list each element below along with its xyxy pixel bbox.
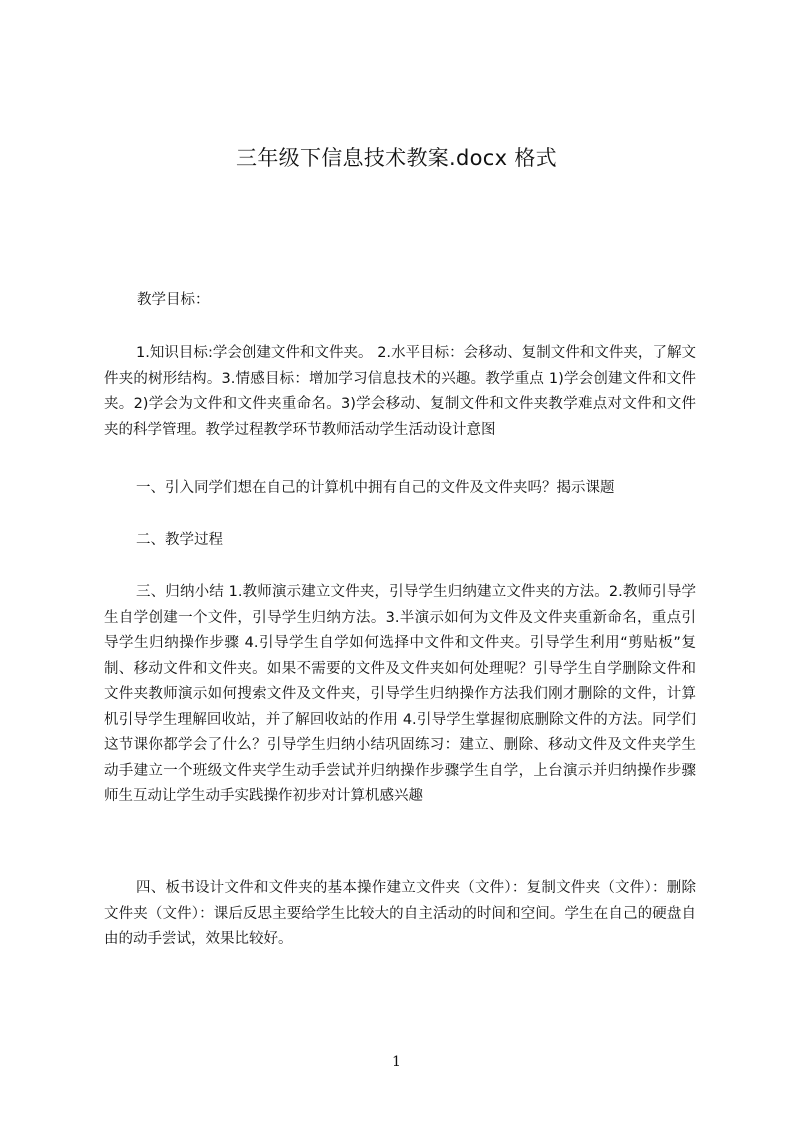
teaching-process-paragraph: 二、教学过程 (136, 532, 223, 548)
summary-paragraph: 三、归纳小结 1.教师演示建立文件夹，引导学生归纳建立文件夹的方法。2.教师引导学生自学创建一个文件，引导学生归纳方法。3.半演示如何为文件及文件夹重新命名，重点引导学生归纳操作步骤 4.引导学生自学如何选择中文件和文件夹。引导学生利用“剪贴板”复制、移动文件和文件夹。如果不需要的文件及文件夹如何处理呢？引导学生自学删除文件和文件夹教师演示如何搜索文件及文件夹，引导学生归纳操作方法我们刚才删除的文件，计算机引导学生理解回收站，并了解回收站的作用 4.引导学生掌握彻底删除文件的方法。同学们这节课你都学会了什么？引导学生归纳小结巩固练习：建立、删除、移动文件及文件夹学生动手建立一个班级文件夹学生动手尝试并归纳操作步骤学生自学，上台演示并归纳操作步骤师生互动让学生动手实践操作初步对计算机感兴趣 (104, 584, 696, 804)
teaching-goals-heading: 教学目标： (137, 292, 210, 308)
goals-paragraph: 1.知识目标:学会创建文件和文件夹。 2.水平目标：会移动、复制文件和文件夹，了解文件夹的树形结构。3.情感目标：增加学习信息技术的兴趣。教学重点 1)学会创建文件和文件夹。2)学会为文件和文件夹重命名。3)学会移动、复制文件和文件夹教学难点对文件和文件夹的科学管理。教学过程教学环节教师活动学生活动设计意图 (104, 345, 696, 438)
introduction-paragraph: 一、引入同学们想在自己的计算机中拥有自己的文件及文件夹吗？揭示课题 (136, 480, 615, 496)
page-number: 1 (392, 1054, 401, 1070)
document-title: 三年级下信息技术教案.docx 格式 (236, 146, 557, 170)
board-design-paragraph: 四、板书设计文件和文件夹的基本操作建立文件夹（文件）：复制文件夹（文件）：删除文件夹（文件）：课后反思主要给学生比较大的自主活动的时间和空间。学生在自己的硬盘自由的动手尝试，效果比较好。 (104, 880, 696, 947)
